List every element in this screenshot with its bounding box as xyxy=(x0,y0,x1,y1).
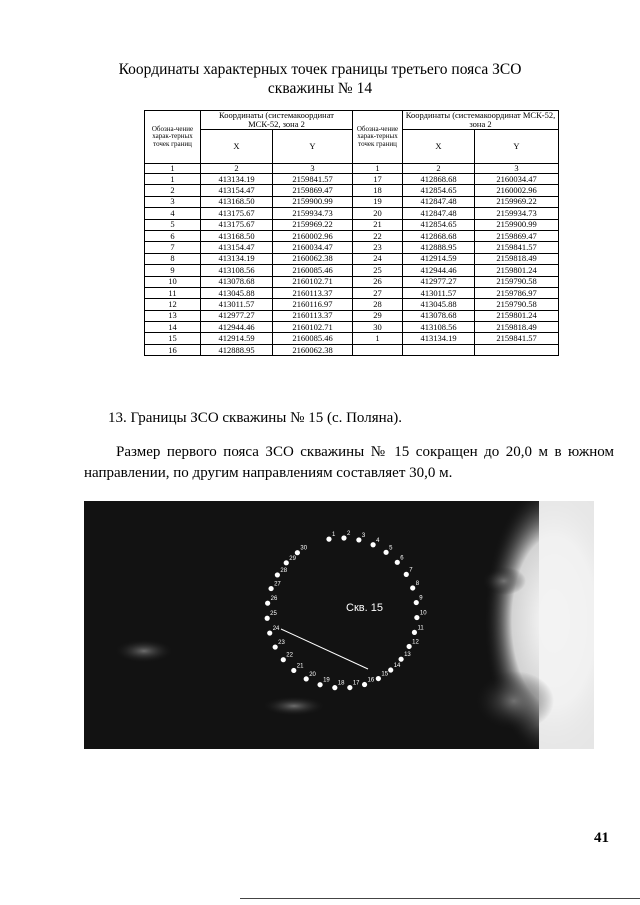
table-row xyxy=(145,219,559,230)
table-row xyxy=(145,185,559,196)
table-row xyxy=(145,242,559,253)
table-cell: 1 xyxy=(145,174,201,185)
boundary-point-label: 20 xyxy=(309,671,316,678)
table-cell: 27 xyxy=(353,287,403,298)
well-map-figure xyxy=(84,501,594,749)
boundary-point xyxy=(395,560,400,565)
table-cell: 413168.50 xyxy=(201,196,273,207)
table-cell xyxy=(475,344,559,355)
table-cell: 2160002.96 xyxy=(273,230,353,241)
table-cell: 413168.50 xyxy=(201,230,273,241)
table-cell: 2159934.73 xyxy=(475,208,559,219)
boundary-point-label: 23 xyxy=(278,640,285,647)
boundary-point xyxy=(347,685,352,690)
boundary-point xyxy=(267,630,272,635)
boundary-point-label: 15 xyxy=(381,671,389,678)
table-row xyxy=(145,208,559,219)
boundary-point-label: 21 xyxy=(296,663,304,670)
table-cell: 412944.46 xyxy=(201,322,273,333)
table-cell: 2159841.57 xyxy=(475,242,559,253)
boundary-point xyxy=(281,657,286,662)
table-cell: 413078.68 xyxy=(403,310,475,321)
boundary-point-label: 9 xyxy=(419,595,423,602)
table-cell: 2159841.57 xyxy=(475,333,559,344)
boundary-point xyxy=(362,682,367,687)
table-cell: 412868.68 xyxy=(403,174,475,185)
table-cell: 19 xyxy=(353,196,403,207)
boundary-point-label: 28 xyxy=(280,567,288,574)
boundary-point xyxy=(265,601,270,606)
boundary-point xyxy=(412,630,417,635)
header-x-left: X xyxy=(201,130,273,164)
header-x-right: X xyxy=(403,130,475,164)
coordinates-table xyxy=(144,110,559,356)
table-cell: 413134.19 xyxy=(201,253,273,264)
table-cell: 412944.46 xyxy=(403,265,475,276)
table-cell: 2159790.58 xyxy=(475,299,559,310)
table-cell: 16 xyxy=(145,344,201,355)
table-cell: 2159869.47 xyxy=(475,230,559,241)
table-row xyxy=(145,276,559,287)
boundary-point xyxy=(407,644,412,649)
table-row xyxy=(145,310,559,321)
table-cell: 1 xyxy=(353,333,403,344)
texture-blob xyxy=(482,567,526,595)
boundary-point xyxy=(295,550,300,555)
boundary-point-label: 22 xyxy=(286,652,293,659)
boundary-point-label: 5 xyxy=(389,545,393,552)
boundary-point xyxy=(341,535,346,540)
table-row xyxy=(145,299,559,310)
boundary-point-label: 27 xyxy=(274,581,281,588)
table-cell: 413011.57 xyxy=(201,299,273,310)
table-cell: 412854.65 xyxy=(403,185,475,196)
texture-blob xyxy=(262,696,326,716)
table-cell: 17 xyxy=(353,174,403,185)
header-coords-left: Координаты (системакоординат МСК-52, зона 2 xyxy=(201,111,353,130)
table-cell: 412888.95 xyxy=(201,344,273,355)
boundary-point-label: 30 xyxy=(300,545,308,552)
table-row xyxy=(145,230,559,241)
column-number: 3 xyxy=(273,164,353,174)
table-cell: 412847.48 xyxy=(403,196,475,207)
heading-line-2: скважины № 14 xyxy=(267,80,373,97)
table-row xyxy=(145,287,559,298)
boundary-point-label: 8 xyxy=(415,580,420,587)
table-cell: 29 xyxy=(353,310,403,321)
heading-line-1: Координаты характерных точек границы третьего пояса ЗСО xyxy=(118,61,522,78)
page-number: 41 xyxy=(594,830,609,846)
header-point-left: Обозна-чение харак-терных точек границ xyxy=(145,111,201,164)
boundary-point-label: 16 xyxy=(367,677,375,684)
table-cell: 2159818.49 xyxy=(475,322,559,333)
table-cell: 11 xyxy=(145,287,201,298)
table-row xyxy=(145,322,559,333)
table-cell: 10 xyxy=(145,276,201,287)
boundary-point-label: 13 xyxy=(404,652,411,659)
boundary-point xyxy=(284,560,289,565)
table-cell: 413154.47 xyxy=(201,242,273,253)
section-paragraph: Размер первого пояса ЗСО скважины № 15 сокращен до 20,0 м в южном направлении, по другим направлениям составляет 30,0 м. xyxy=(84,444,614,481)
bottom-rule xyxy=(240,898,640,899)
table-cell: 412977.27 xyxy=(403,276,475,287)
table-cell: 412847.48 xyxy=(403,208,475,219)
table-cell: 2159841.57 xyxy=(273,174,353,185)
boundary-point-label: 6 xyxy=(400,555,404,562)
table-cell: 2159969.22 xyxy=(475,196,559,207)
table-cell xyxy=(403,344,475,355)
table-cell: 2159786.97 xyxy=(475,287,559,298)
boundary-point xyxy=(404,572,409,577)
table-cell: 2160085.46 xyxy=(273,265,353,276)
table-cell: 2159900.99 xyxy=(475,219,559,230)
boundary-point xyxy=(414,600,419,605)
table-cell: 14 xyxy=(145,322,201,333)
table-cell: 2159801.24 xyxy=(475,310,559,321)
boundary-point-label: 24 xyxy=(272,626,280,633)
table-row xyxy=(145,265,559,276)
table-cell: 8 xyxy=(145,253,201,264)
boundary-point-label: 7 xyxy=(409,567,413,574)
boundary-point xyxy=(383,550,388,555)
table-cell: 26 xyxy=(353,276,403,287)
table-cell: 2159969.22 xyxy=(273,219,353,230)
boundary-point xyxy=(371,542,376,547)
boundary-point xyxy=(414,615,419,620)
boundary-point xyxy=(275,572,280,577)
boundary-point xyxy=(304,676,309,681)
table-cell: 412914.59 xyxy=(403,253,475,264)
table-cell: 413078.68 xyxy=(201,276,273,287)
table-cell: 2160113.37 xyxy=(273,310,353,321)
table-cell: 2 xyxy=(145,185,201,196)
table-cell: 2160102.71 xyxy=(273,322,353,333)
table-row xyxy=(145,174,559,185)
boundary-point xyxy=(291,668,296,673)
table-cell: 412854.65 xyxy=(403,219,475,230)
table-cell: 2160113.37 xyxy=(273,287,353,298)
boundary-point xyxy=(388,667,393,672)
table-cell: 413154.47 xyxy=(201,185,273,196)
table-cell: 412914.59 xyxy=(201,333,273,344)
boundary-point xyxy=(356,537,361,542)
header-point-right: Обозна-чение харак-терных точек границ xyxy=(353,111,403,164)
table-cell: 6 xyxy=(145,230,201,241)
table-cell: 3 xyxy=(145,196,201,207)
boundary-point-label: 29 xyxy=(289,555,296,562)
header-coords-right: Координаты (системакоординат МСК-52, зона 2 xyxy=(403,111,559,130)
column-number: 2 xyxy=(403,164,475,174)
boundary-point-label: 19 xyxy=(323,677,330,684)
boundary-point-label: 2 xyxy=(346,531,351,538)
boundary-point xyxy=(273,644,278,649)
table-cell: 2159801.24 xyxy=(475,265,559,276)
table-cell: 413108.56 xyxy=(201,265,273,276)
column-number: 1 xyxy=(353,164,403,174)
table-cell: 2159790.58 xyxy=(475,276,559,287)
table-cell: 412977.27 xyxy=(201,310,273,321)
table-body xyxy=(145,174,559,356)
table-cell: 30 xyxy=(353,322,403,333)
table-cell: 2159900.99 xyxy=(273,196,353,207)
table-cell: 2159869.47 xyxy=(273,185,353,196)
table-cell: 2160034.47 xyxy=(273,242,353,253)
boundary-point-label: 26 xyxy=(270,596,278,603)
table-cell: 2160062.38 xyxy=(273,253,353,264)
boundary-point-label: 14 xyxy=(393,663,401,670)
table-cell: 412868.68 xyxy=(403,230,475,241)
table-cell: 413134.19 xyxy=(201,174,273,185)
boundary-point xyxy=(376,676,381,681)
table-cell: 28 xyxy=(353,299,403,310)
table-cell: 21 xyxy=(353,219,403,230)
table-cell: 2160102.71 xyxy=(273,276,353,287)
section-title: 13. Границы ЗСО скважины № 15 (с. Поляна). xyxy=(108,410,403,426)
table-cell: 2160085.46 xyxy=(273,333,353,344)
table-row xyxy=(145,344,559,355)
table-row xyxy=(145,196,559,207)
texture-blob xyxy=(474,671,554,731)
table-cell: 413011.57 xyxy=(403,287,475,298)
table-cell: 2160116.97 xyxy=(273,299,353,310)
texture-blob xyxy=(114,639,174,663)
boundary-point xyxy=(332,685,337,690)
boundary-point xyxy=(399,657,404,662)
table-cell: 2160002.96 xyxy=(475,185,559,196)
table-cell: 4 xyxy=(145,208,201,219)
table-cell: 2160062.38 xyxy=(273,344,353,355)
column-number: 3 xyxy=(475,164,559,174)
table-cell: 12 xyxy=(145,299,201,310)
table-cell: 413045.88 xyxy=(201,287,273,298)
boundary-point-label: 1 xyxy=(331,532,336,539)
table-cell: 413134.19 xyxy=(403,333,475,344)
table-cell xyxy=(353,344,403,355)
boundary-point xyxy=(410,585,415,590)
table-cell: 5 xyxy=(145,219,201,230)
table-cell: 9 xyxy=(145,265,201,276)
boundary-point xyxy=(326,537,331,542)
table-cell: 2159934.73 xyxy=(273,208,353,219)
table-cell: 20 xyxy=(353,208,403,219)
boundary-point-label: 10 xyxy=(419,610,427,617)
table-cell: 7 xyxy=(145,242,201,253)
table-cell: 413045.88 xyxy=(403,299,475,310)
boundary-point xyxy=(265,616,270,621)
table-cell: 25 xyxy=(353,265,403,276)
boundary-point xyxy=(268,586,273,591)
well-label: Скв. 15 xyxy=(346,602,383,614)
boundary-point-label: 18 xyxy=(337,680,345,687)
table-cell: 13 xyxy=(145,310,201,321)
table-cell: 24 xyxy=(353,253,403,264)
table-cell: 413108.56 xyxy=(403,322,475,333)
table-row xyxy=(145,253,559,264)
table-row xyxy=(145,333,559,344)
table-cell: 23 xyxy=(353,242,403,253)
table-cell: 2160034.47 xyxy=(475,174,559,185)
boundary-point xyxy=(317,682,322,687)
table-cell: 413175.67 xyxy=(201,208,273,219)
boundary-point-label: 3 xyxy=(361,532,366,539)
table-cell: 22 xyxy=(353,230,403,241)
boundary-point-label: 17 xyxy=(352,680,360,687)
column-number: 2 xyxy=(201,164,273,174)
boundary-point-label: 11 xyxy=(417,625,424,632)
boundary-point-label: 25 xyxy=(270,611,277,618)
page-heading xyxy=(100,60,540,98)
table-cell: 18 xyxy=(353,185,403,196)
table-cell: 412888.95 xyxy=(403,242,475,253)
well-location-photo xyxy=(84,501,594,749)
header-y-right: Y xyxy=(475,130,559,164)
column-number: 1 xyxy=(145,164,201,174)
boundary-point-label: 12 xyxy=(412,639,419,646)
table-cell: 2159818.49 xyxy=(475,253,559,264)
boundary-point-label: 4 xyxy=(376,537,380,544)
header-y-left: Y xyxy=(273,130,353,164)
table-cell: 15 xyxy=(145,333,201,344)
table-cell: 413175.67 xyxy=(201,219,273,230)
